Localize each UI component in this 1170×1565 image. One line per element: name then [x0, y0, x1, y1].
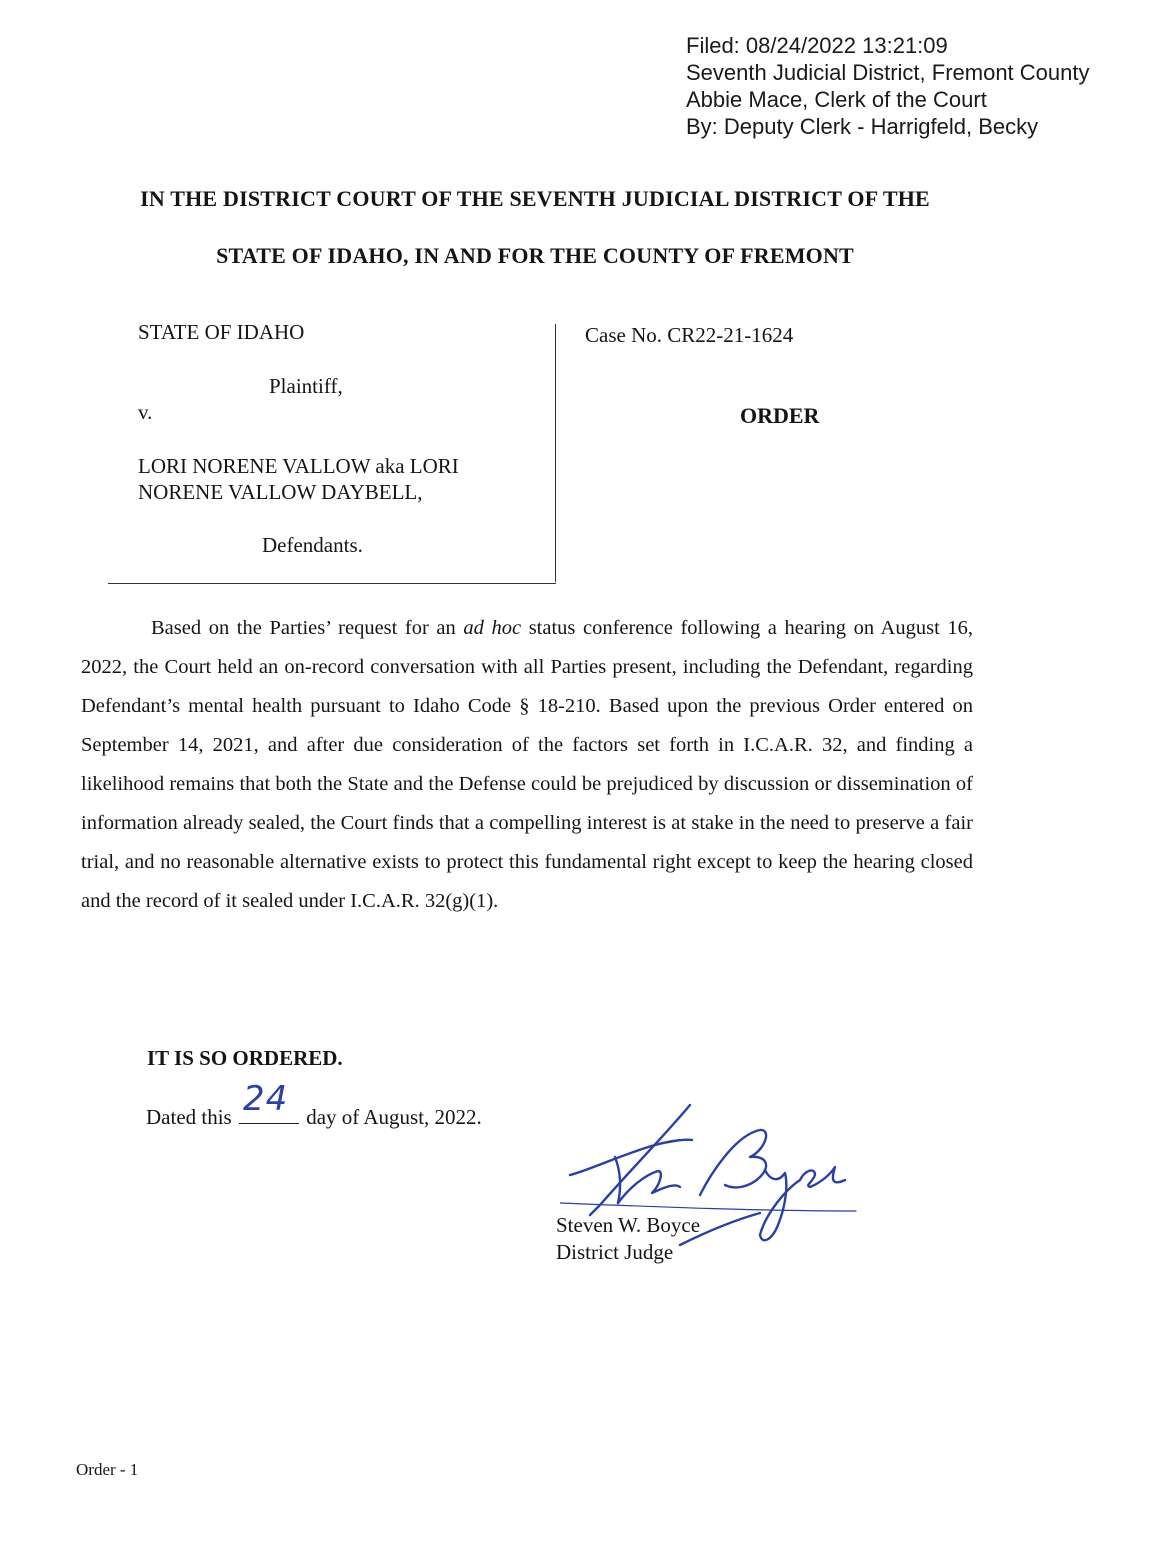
caption-horizontal-rule: [108, 583, 556, 584]
plaintiff-name: STATE OF IDAHO: [138, 320, 305, 344]
court-heading-line-2: STATE OF IDAHO, IN AND FOR THE COUNTY OF FREMONT: [216, 243, 854, 268]
filing-clerk: Abbie Mace, Clerk of the Court: [686, 87, 987, 112]
order-body: [81, 609, 973, 921]
filed-timestamp: Filed: 08/24/2022 13:21:09: [686, 33, 948, 58]
dated-line: [146, 1079, 482, 1130]
case-caption: [108, 316, 556, 584]
filing-district: Seventh Judicial District, Fremont County: [686, 60, 1090, 85]
dated-day-handwritten: 24: [242, 1079, 289, 1119]
body-text-rest: status conference following a hearing on August 16, 2022, the Court held an on-record conversation with all Parties present, including the Defendant, regarding Defendant’s mental health pursuant to Idaho Code § 18-210. Based upon the previous Order entered on September 14, 2021, and after due consideration of the factors set forth in I.C.A.R. 32, and finding a likelihood remains that both the State and the Defense could be prejudiced by discussion or dissemination of information already sealed, the Court finds that a compelling interest is at stake in the need to preserve a fair trial, and no reasonable alternative exists to protect this fundamental right except to keep the hearing closed and the record of it sealed under I.C.A.R. 32(g)(1).: [81, 617, 973, 912]
defendant-name-line-2: NORENE VALLOW DAYBELL,: [138, 480, 423, 504]
versus: v.: [138, 400, 153, 424]
body-text-start: Based on the Parties’ request for an: [151, 617, 464, 639]
document-title: ORDER: [740, 403, 820, 428]
so-ordered: IT IS SO ORDERED.: [147, 1046, 343, 1070]
plaintiff-role: Plaintiff,: [269, 374, 343, 398]
judge-title: District Judge: [556, 1240, 674, 1264]
judge-signature-block: [556, 1212, 700, 1266]
defendant-role: Defendants.: [262, 533, 363, 557]
case-number: Case No. CR22-21-1624: [585, 323, 794, 347]
body-italic-term: ad hoc: [463, 617, 522, 639]
court-heading-line-1: IN THE DISTRICT COURT OF THE SEVENTH JUDICIAL DISTRICT OF THE: [140, 186, 930, 211]
dated-suffix: day of August, 2022.: [306, 1105, 482, 1129]
dated-day-blank: [239, 1079, 299, 1124]
filing-deputy: By: Deputy Clerk - Harrigfeld, Becky: [686, 114, 1039, 139]
caption-vertical-rule: [555, 324, 556, 582]
filing-stamp: [686, 32, 1090, 140]
page-label: Order - 1: [76, 1460, 139, 1479]
defendant-name-line-1: LORI NORENE VALLOW aka LORI: [138, 454, 459, 478]
judge-name: Steven W. Boyce: [556, 1213, 701, 1237]
dated-prefix: Dated this: [146, 1105, 232, 1129]
